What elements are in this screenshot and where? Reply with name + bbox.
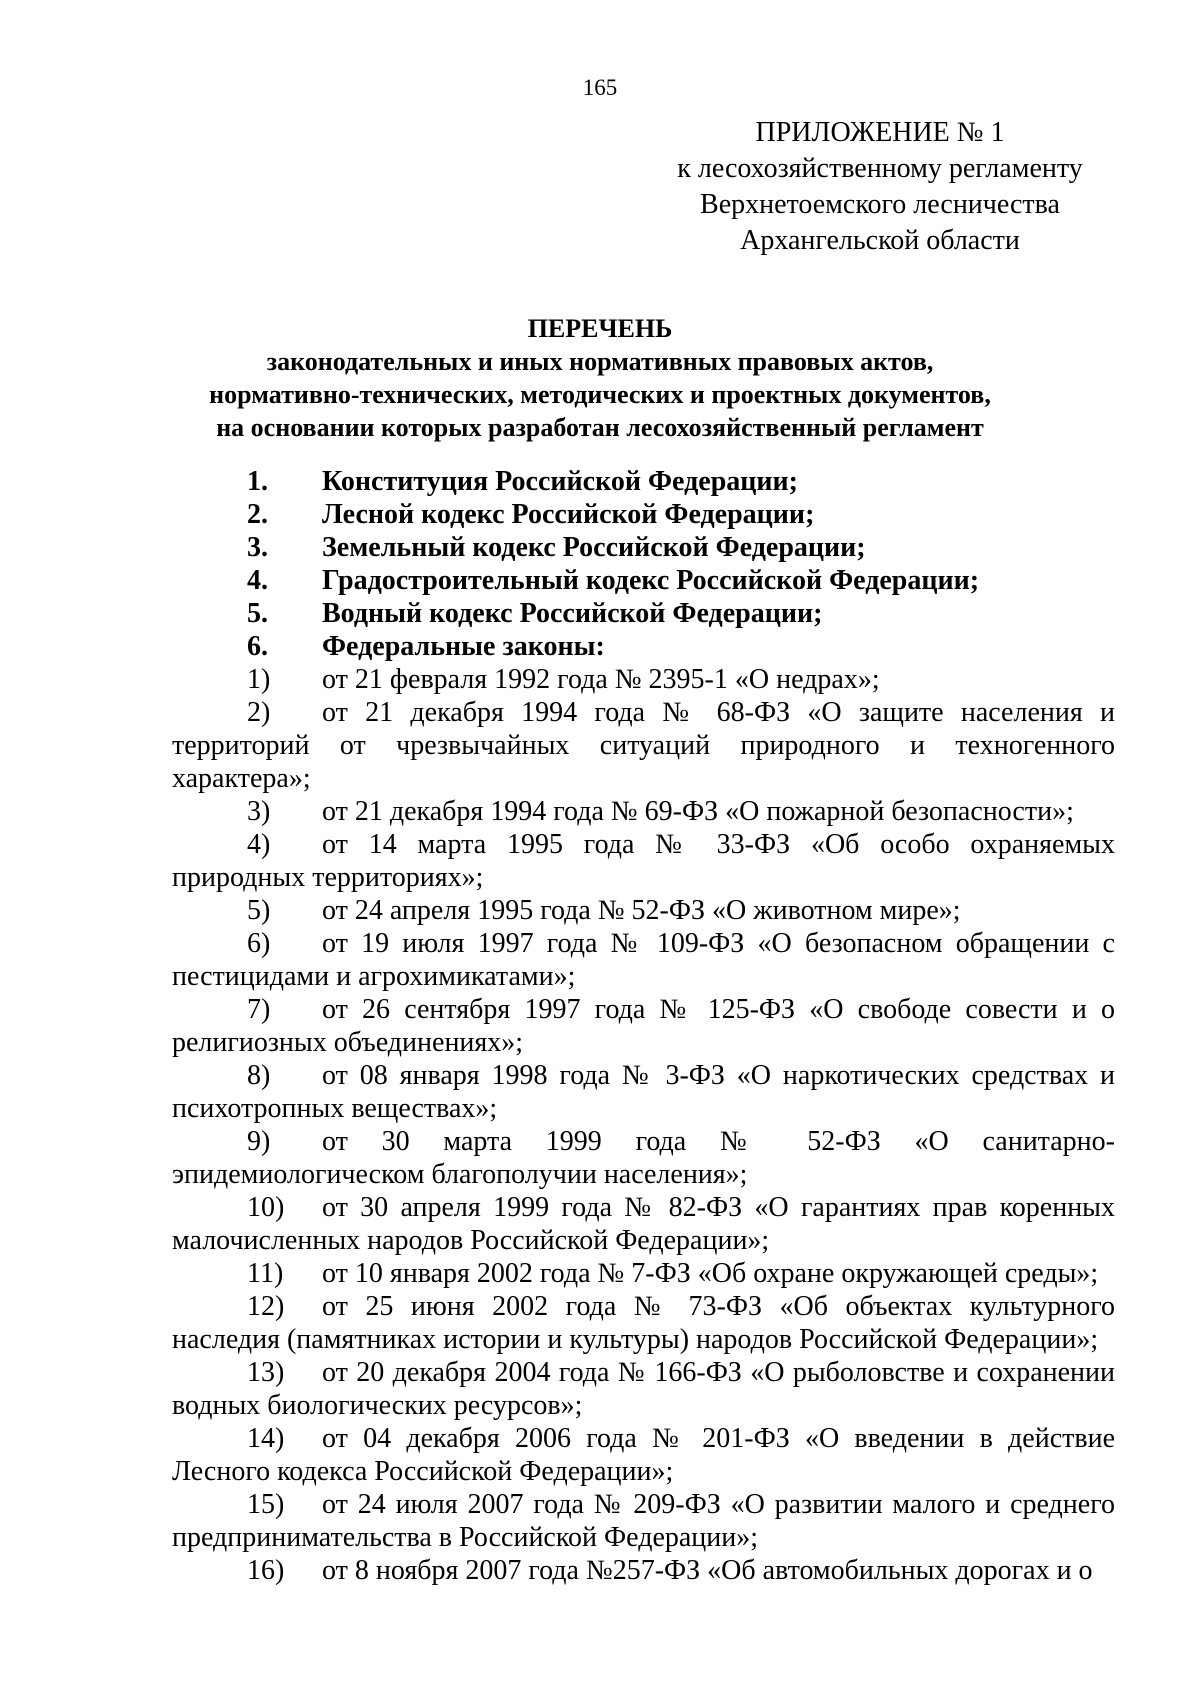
law-item: [172, 1356, 1115, 1422]
law-item-text: от 24 апреля 1995 года № 52-ФЗ «О животном мире»;: [322, 895, 961, 926]
law-item-number: 15): [247, 1489, 285, 1520]
list-item-number: 6.: [247, 631, 268, 662]
law-item-text: от 25 июня 2002 года № 73-ФЗ «Об объектах культурного наследия (памятниках истории и культуры) народов Российской Федерации»;: [172, 1291, 1115, 1355]
law-item-text: от 24 июля 2007 года № 209-ФЗ «О развитии малого и среднего предпринимательства в Российской Федерации»;: [172, 1489, 1115, 1553]
list-item-text: Земельный кодекс Российской Федерации;: [322, 532, 866, 563]
law-item-text: от 26 сентября 1997 года № 125-ФЗ «О свободе совести и о религиозных объединениях»;: [172, 994, 1115, 1058]
law-item-number: 8): [247, 1060, 271, 1091]
law-item: [172, 828, 1115, 894]
law-item-text: от 04 декабря 2006 года № 201-ФЗ «О введении в действие Лесного кодекса Российской Федерации»;: [172, 1423, 1115, 1487]
law-item-text: от 8 ноября 2007 года №257-ФЗ «Об автомобильных дорогах и о: [322, 1555, 1093, 1586]
law-item-text: от 14 марта 1995 года № 33-ФЗ «Об особо охраняемых природных территориях»;: [172, 829, 1115, 893]
law-item-number: 5): [247, 895, 271, 926]
law-item: [172, 927, 1115, 993]
page-number: 165: [582, 75, 618, 100]
law-item-number: 4): [247, 829, 271, 860]
law-item-number: 7): [247, 994, 271, 1025]
law-item: [172, 1488, 1115, 1554]
law-item-text: от 30 марта 1999 года № 52-ФЗ «О санитарно-эпидемиологическом благополучии населения»;: [172, 1126, 1115, 1190]
law-item-number: 14): [247, 1423, 285, 1454]
list-item-text: Водный кодекс Российской Федерации;: [322, 598, 823, 629]
annex-line: к лесохозяйственному регламенту: [677, 153, 1083, 184]
list-item-number: 3.: [247, 532, 268, 563]
list-item: [172, 498, 1115, 531]
law-item-text: от 19 июля 1997 года № 109-ФЗ «О безопасном обращении с пестицидами и агрохимикатами»;: [172, 928, 1115, 992]
heading-line: законодательных и иных нормативных правовых актов,: [266, 347, 934, 376]
law-item-number: 2): [247, 697, 271, 728]
law-item-text: от 21 февраля 1992 года № 2395-1 «О недрах»;: [322, 664, 880, 695]
list-item: [172, 465, 1115, 498]
document-body: [172, 465, 1115, 1587]
law-item-text: от 21 декабря 1994 года № 69-ФЗ «О пожарной безопасности»;: [322, 796, 1074, 827]
law-item: [172, 1290, 1115, 1356]
law-item: [172, 1059, 1115, 1125]
law-item-number: 11): [247, 1258, 284, 1289]
law-item-number: 1): [247, 664, 271, 695]
heading-line: на основании которых разработан лесохозяйственный регламент: [216, 413, 984, 442]
law-item: [172, 663, 1115, 696]
list-item: [172, 564, 1115, 597]
law-item-number: 13): [247, 1357, 285, 1388]
list-item-text: Лесной кодекс Российской Федерации;: [322, 499, 815, 530]
list-item-text: Федеральные законы:: [322, 631, 605, 662]
annex-block: [640, 115, 1120, 259]
law-item: [172, 894, 1115, 927]
list-item: [172, 597, 1115, 630]
list-item-text: Конституция Российской Федерации;: [322, 466, 798, 497]
list-item-text: Градостроительный кодекс Российской Федерации;: [322, 565, 980, 596]
law-item: [172, 696, 1115, 795]
law-item: [172, 1422, 1115, 1488]
law-item: [172, 795, 1115, 828]
law-item: [172, 1554, 1115, 1587]
list-item: [172, 531, 1115, 564]
law-item: [172, 1257, 1115, 1290]
law-item-number: 10): [247, 1192, 285, 1223]
list-item-number: 2.: [247, 499, 268, 530]
list-item-number: 5.: [247, 598, 268, 629]
law-item-number: 3): [247, 796, 271, 827]
law-item-text: от 21 декабря 1994 года № 68-ФЗ «О защите населения и территорий от чрезвычайных ситуаций природного и техногенного характера»;: [172, 697, 1115, 794]
law-item-text: от 30 апреля 1999 года № 82-ФЗ «О гарантиях прав коренных малочисленных народов Российской Федерации»;: [172, 1192, 1115, 1256]
heading-line: нормативно-технических, методических и проектных документов,: [209, 380, 991, 409]
law-item-text: от 10 января 2002 года № 7-ФЗ «Об охране окружающей среды»;: [322, 1258, 1099, 1289]
law-item-number: 6): [247, 928, 271, 959]
law-item: [172, 1191, 1115, 1257]
list-item: [172, 630, 1115, 663]
list-item-number: 1.: [247, 466, 268, 497]
document-heading: [0, 312, 1200, 444]
annex-line: Архангельской области: [740, 225, 1020, 256]
law-item-number: 9): [247, 1126, 271, 1157]
law-item-number: 16): [247, 1555, 285, 1586]
law-item-text: от 08 января 1998 года № 3-ФЗ «О наркотических средствах и психотропных веществах»;: [172, 1060, 1115, 1124]
law-item: [172, 993, 1115, 1059]
heading-title: ПЕРЕЧЕНЬ: [527, 314, 673, 343]
law-item: [172, 1125, 1115, 1191]
law-item-number: 12): [247, 1291, 285, 1322]
law-item-text: от 20 декабря 2004 года № 166-ФЗ «О рыболовстве и сохранении водных биологических ресурсов»;: [172, 1357, 1115, 1421]
list-item-number: 4.: [247, 565, 268, 596]
annex-line: Верхнетоемского лесничества: [700, 189, 1060, 220]
annex-title: ПРИЛОЖЕНИЕ № 1: [755, 117, 1005, 148]
